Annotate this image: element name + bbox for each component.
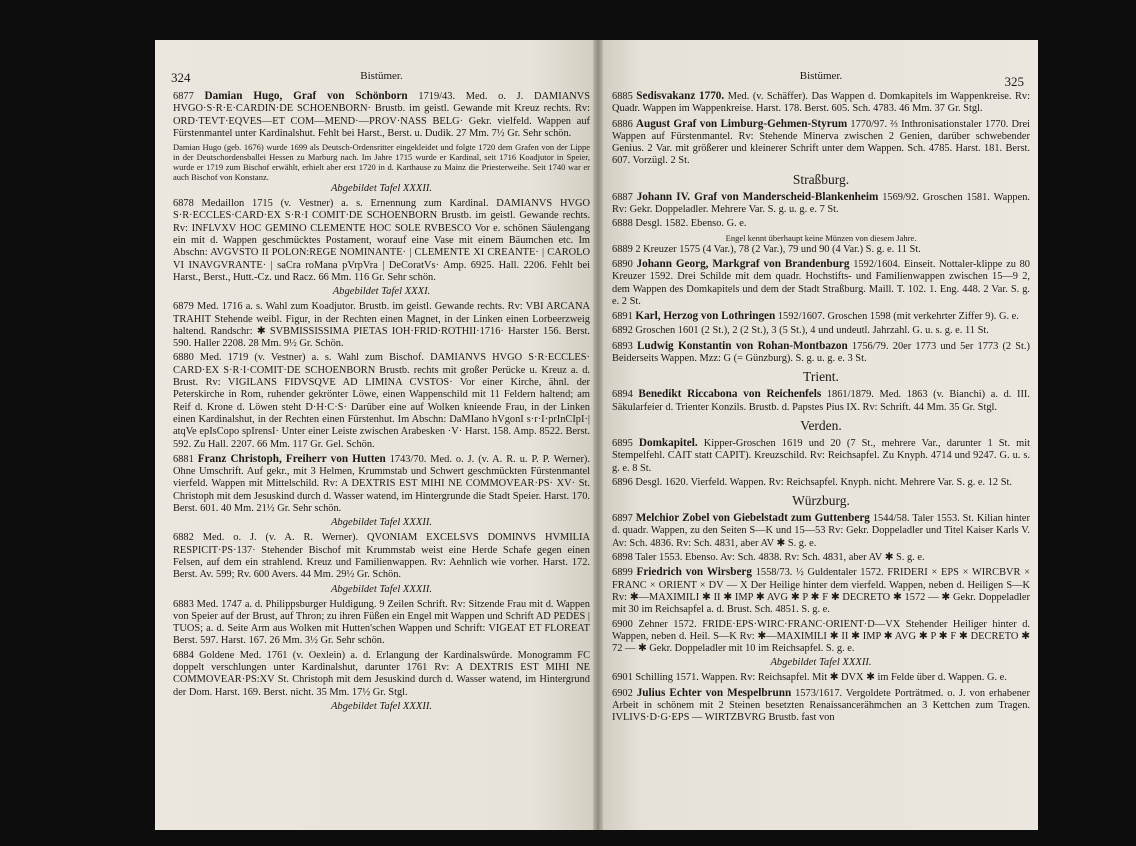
- entry-text: 1770/97. ⅔ Inthronisationstaler 1770. Drei Wappen auf Fürstenmantel. Rv: Stehende Minerva zwischen 2 Genien, darüber schwebender Genius. 2 Var. mit größerer und kleinerer Schrift unter dem Wappen. Sch. 4785. Harst. 181. Berst. 607. Vorzügl. 2 St.: [612, 118, 1030, 167]
- entry-text: 1573/1617. Vergoldete Porträtmed. o. J. von erhabener Arbeit in schönem mit 2 Steinen besetzten Renaissancerähmchen an 3 Kettchen zum Tragen. IVLIVS·D·G·EPS — WIRTZBVRG Brustb. fast von: [612, 687, 1030, 724]
- catalog-entry: [612, 512, 1030, 550]
- entry-text: Med. 1719 (v. Vestner) a. s. Wahl zum Bischof. DAMIANVS HVGO S·R·ECCLES· CARD·EX S·R·I·COMIT·DE SCHOENBORN Brustb. rechts mit großer Perücke u. Kreuz a. d. Brust. Rv: VIGILANS FIDVSQVE AD LIMINA CVSTOS· Vor einer Kirche, ähnl. der Peterskirche in Rom, ruhender gekrönter Löwe, einen Wappenschild mit 11 Feldern haltend; am Reif d. Krone d. Löwen steht D·H·C·S· Darüber eine auf Wolken knieende Frau, in der Linken einen Kardinalshut, in der Rechten einen Fürstenhut. Im Abschn: DaMIano hVgonI s·r·I·prInCIpI·| atqVe epIsCopo spIrensI· Unter einer Leiste zwischen Arabesken ·V· Harst. 158. Amp. 8522. Berst. 592. Zu Hall. 2207. 66 Mm. 117 Gr. Gel. Schön.: [173, 352, 590, 450]
- entry-text: 1756/79. 20er 1773 und 5er 1773 (2 St.) Beiderseits Wappen. Mzz: G (= Günzburg). S. g. u. g. e. 3 St.: [612, 340, 1030, 365]
- plate-reference: Abgebildet Tafel XXXII.: [330, 517, 433, 529]
- entry-number: 6881: [173, 453, 194, 465]
- entry-name: Sedisvakanz 1770.: [636, 90, 725, 102]
- entry-name: Johann IV. Graf von Manderscheid-Blankenheim: [636, 190, 879, 203]
- entry-text: Kipper-Groschen 1619 und 20 (7 St., mehrere Var., darunter 1 St. mit Stempelfehl. CAIT statt CAPIT). Kreuzschild. Rv: Reichsapfel. Zu Knyph. 4714 und 9247. G. u. s. g. e. 8 St.: [612, 437, 1031, 474]
- catalog-entry: [612, 477, 1030, 489]
- entry-number: 6894: [612, 389, 633, 401]
- catalog-entry: [173, 532, 590, 581]
- entry-number: 6882: [173, 532, 194, 544]
- section-heading: Trient.: [803, 369, 839, 385]
- right-page: [598, 40, 1038, 830]
- entry-number: 6901: [612, 672, 633, 684]
- entry-name: Domkapitel.: [638, 436, 698, 449]
- catalog-entry: [173, 90, 590, 140]
- entry-text: Desgl. 1582. Ebenso. G. e.: [635, 218, 747, 230]
- entry-number: 6888: [612, 218, 633, 230]
- entry-text: Med. (v. Schäffer). Das Wappen d. Domkapitels im Wappenkreise. Rv: Quadr. Wappen im Wappenkreise. Harst. 178. Berst. 605. Sch. 4783. 46 Mm. 37 Gr. Stgl.: [612, 91, 1031, 115]
- entry-text: Med. 1716 a. s. Wahl zum Koadjutor. Brustb. im geistl. Gewande rechts. Rv: VBI ARCANA TRAHIT Stehende weibl. Figur, in der Rechten einen Magnet, in der Linken einen Lorbeerzweig haltend. Randschr: ✱ SVBMISSISSIMA PIETAS IOH·FRID·ROTHII·1716· Harster 156. Berst. 590. Haller 2208. 28 Mm. 9½ Gr. Schön.: [173, 301, 591, 350]
- entry-name: Friedrich von Wirsberg: [636, 566, 752, 579]
- catalog-entry: [612, 672, 1030, 684]
- entry-text: 1743/70. Med. o. J. (v. A. R. u. P. P. Werner). Ohne Umschrift. Auf gekr., mit 3 Helmen, Krummstab und Schwert geschmückten Fürstenmantel vierfeld. Wappen mit Mittelschild. Rv: A DEXTRIS EST MIHI NE COMMOVEAR·PS· XV· St. Christoph mit dem Jesuskind durch d. Wasser watend, im Hintergrunde die Stadt Speier. Harst. 170. Berst. 601. 40 Mm. 21½ Gr. Sehr schön.: [173, 453, 590, 515]
- footnote: Damian Hugo (geb. 1676) wurde 1699 als Deutsch-Ordensritter eingekleidet und folgte 1720 dem Grafen von der Lippe in der Deutschordensballei Hessen zu Marburg nach. Im Jahre 1715 wurde er Kardinal, seit 1716 Koadjutor in Speier, wurde er 1719 zum Bischof erwählt, erhielt aber erst 1720 in d. Karthause zu Mainz die Priesterweihe. Seit 1740 war er auch Bischof von Konstanz.: [173, 142, 590, 183]
- entry-text: 1861/1879. Med. 1863 (v. Bianchi) a. d. III. Säkularfeier d. Trienter Konzils. Brustb. d. Papstes Pius IX. Rv: Schrift. 44 Mm. 35 Gr. Stgl.: [612, 389, 1030, 413]
- entry-number: 6892: [612, 325, 633, 337]
- entry-text: 1544/58. Taler 1553. St. Kilian hinter d. quadr. Wappen, zu den Seiten S—K und 15—53 Rv: Gekr. Doppeladler und Titel Kaiser Karls V. Av: Sch. 4836. Rv: Sch. 4831, aber AV ✱ S. g. e.: [612, 513, 1030, 549]
- entry-name: Franz Christoph, Freiherr von Hutten: [197, 452, 386, 465]
- plate-reference: Abgebildet Tafel XXXII.: [330, 700, 433, 712]
- entry-text: Zehner 1572. FRIDE·EPS·WIRC·FRANC·ORIENT·D—VX Stehender Heiliger hinter d. Wappen, neben d. Heil. S—K Rv: ✱—MAXIMILI ✱ II ✱ IMP ✱ AVG ✱ P ✱ F ✱ DECRETO ✱ 72 — ✱ Gekr. Doppeladler mit 10 im Reichsapfel. S. g. e.: [612, 618, 1030, 655]
- left-running-title: Bistümer.: [360, 70, 403, 82]
- catalog-entry: [173, 352, 590, 450]
- entry-number: 6887: [612, 191, 633, 203]
- plate-reference: Abgebildet Tafel XXXI.: [332, 286, 431, 298]
- plate-reference: Abgebildet Tafel XXXII.: [330, 583, 433, 595]
- catalog-entry: [612, 191, 1030, 217]
- catalog-entry: [173, 650, 590, 699]
- section-heading: Würzburg.: [792, 493, 850, 509]
- entry-name: Melchior Zobel von Giebelstadt zum Guttenberg: [635, 512, 870, 525]
- entry-number: 6902: [612, 687, 633, 699]
- left-page-header: [173, 68, 590, 90]
- entry-text: Goldene Med. 1761 (v. Oexlein) a. d. Erlangung der Kardinalswürde. Monogramm FC doppelt verschlungen unter Kardinalshut, darunter 1761 Rv: A DEXTRIS EST MIHI NE COMMOVEAR·PS:XV St. Christoph mit dem Jesuskind durch d. Wasser watend, im Hintergrund der Dom. Harst. 169. Berst. nicht. 35 Mm. 17½ Gr. Stgl.: [173, 649, 590, 698]
- entry-text: 1569/92. Groschen 1581. Wappen. Rv: Gekr. Doppeladler. Mehrere Var. S. g. u. g. e. 7 St.: [612, 191, 1030, 216]
- entry-number: 6885: [612, 91, 633, 102]
- catalog-entry: [612, 325, 1030, 337]
- entry-text: Medaillon 1715 (v. Vestner) a. s. Ernennung zum Kardinal. DAMIANVS HVGO S·R·ECCLES·CARD·EX S·R·I COMIT·DE SCHOENBORN Brustb. im geistl. Gewande rechts. Rv: INFLVXV HOC GEMINO CLEMENTE HOC SOLE RVBESCO Vor e. schönen Säulengang ein mit d. Wappen geschmücktes Postament, worauf eine Vase mit einem Bäumchen etc. Im Abschn: AVGVSTO II POLON:REGE NOMINANTE· | CLEMENTE XI CREANTE· | CAROLO VI INAVGVRANTE· | saCra roMana pVrpVra | DeCoratVs· Amp. 6925. Hall. 2206. Fehlt bei Harst., Berst., Hutt.-Cz. und Racz. 66 Mm. 116 Gr. Sehr schön.: [173, 198, 590, 283]
- entry-number: 6898: [612, 552, 633, 564]
- plate-reference: Abgebildet Tafel XXXII.: [770, 657, 872, 669]
- entry-name: Damian Hugo, Graf von Schönborn: [204, 90, 408, 102]
- catalog-entry: [173, 453, 590, 515]
- catalog-entry: [612, 388, 1030, 414]
- right-running-title: Bistümer.: [799, 70, 843, 82]
- catalog-entry: [612, 218, 1030, 230]
- entry-number: 6891: [612, 311, 633, 323]
- entry-number: 6878: [173, 198, 194, 210]
- entry-text: 2 Kreuzer 1575 (4 Var.), 78 (2 Var.), 79 und 90 (4 Var.) S. g. e. 11 St.: [635, 243, 921, 255]
- right-page-body: [612, 90, 1030, 725]
- section-heading: Straßburg.: [792, 171, 850, 187]
- entry-number: 6890: [612, 258, 633, 270]
- catalog-entry: [612, 552, 1030, 564]
- catalog-entry: [612, 619, 1030, 656]
- plate-reference: Abgebildet Tafel XXXII.: [330, 183, 433, 195]
- entry-text: Desgl. 1620. Vierfeld. Wappen. Rv: Reichsapfel. Knyph. nicht. Mehrere Var. S. g. e. 12 St.: [635, 476, 1012, 488]
- entry-name: August Graf von Limburg-Gehmen-Styrum: [635, 117, 848, 130]
- right-page-number: 325: [1004, 74, 1024, 89]
- entry-text: Schilling 1571. Wappen. Rv: Reichsapfel. Mit ✱ DVX ✱ im Felde über d. Wappen. G. e.: [635, 672, 1007, 684]
- entry-number: 6880: [173, 352, 194, 364]
- entry-text: 1558/73. ½ Guldentaler 1572. FRIDERI × EPS × WIRCBVR × FRANC × ORIENT × DV — X Der Heilige hinter dem vierfeld. Wappen, neben d. Heiligen S—K Rv: ✱—MAXIMILI ✱ II ✱ IMP ✱ AVG ✱ P ✱ F ✱ DECRETO ✱ 1572 — ✱ Gekr. Doppeladler mit 30 im Reichsapfel a. d. Brust. Sch. 4851. S. g. e.: [612, 567, 1030, 616]
- entry-number: 6886: [612, 118, 633, 130]
- left-page: [155, 40, 598, 830]
- entry-number: 6895: [612, 437, 633, 449]
- book-gutter: [593, 40, 603, 830]
- catalog-entry: [173, 599, 590, 648]
- entry-number: 6884: [173, 649, 194, 661]
- entry-number: 6883: [173, 598, 194, 610]
- section-heading: Verden.: [800, 417, 842, 433]
- catalog-entry: [612, 566, 1030, 616]
- entry-name: Ludwig Konstantin von Rohan-Montbazon: [636, 339, 848, 352]
- catalog-entry: [612, 687, 1030, 725]
- entry-text: Groschen 1601 (2 St.), 2 (2 St.), 3 (5 St.), 4 und undeutl. Jahrzahl. G. u. s. g. e. 11 St.: [635, 325, 989, 337]
- entry-text: Taler 1553. Ebenso. Av: Sch. 4838. Rv: Sch. 4831, aber AV ✱ S. g. e.: [635, 552, 925, 564]
- catalog-entry: [612, 90, 1030, 116]
- entry-number: 6896: [612, 476, 633, 488]
- catalog-entry: [173, 301, 590, 350]
- catalog-entry: [612, 340, 1030, 366]
- entry-text: Med. o. J. (v. A. R. Werner). QVONIAM EXCELSVS DOMINVS HVMILIA RESPICIT·PS·137· Stehender Bischof mit Krummstab weist eine Herde Schafe gegen einen Felsen, auf dem ein strahlend. Kreuz und Familienwappen. Rv: Aehnlich wie vorher. Harst. 172. Berst. Av. 599; Rv. 600 Avers. 44 Mm. 29½ Gr. Schön.: [173, 532, 590, 581]
- entry-text: Med. 1747 a. d. Philippsburger Huldigung. 9 Zeilen Schrift. Rv: Sitzende Frau mit d. Wappen von Speier auf der Brust, auf Thron; zu ihren Füßen ein Engel mit Wappen und Schrift AD PEDES | TUOS; a. d. Seite Arm aus Wolken mit Hutten'schen Wappen und Schrift: VIGEAT ET FLOREAT Berst. 597. Harst. 167. 26 Mm. 3½ Gr. Sehr schön.: [173, 598, 590, 647]
- entry-name: Benedikt Riccabona von Reichenfels: [638, 388, 822, 401]
- entry-number: 6879: [173, 301, 194, 313]
- catalog-entry: [612, 437, 1030, 475]
- left-page-number: 324: [171, 70, 191, 85]
- entry-number: 6889: [612, 243, 633, 255]
- entry-name: Karl, Herzog von Lothringen: [635, 310, 776, 323]
- entry-name: Johann Georg, Markgraf von Brandenburg: [636, 257, 850, 270]
- left-page-body: [173, 90, 590, 712]
- entry-number: 6899: [612, 567, 633, 579]
- entry-name: Julius Echter von Mespelbrunn: [636, 686, 792, 699]
- catalog-entry: [612, 244, 1030, 256]
- catalog-entry: [612, 310, 1030, 323]
- catalog-entry: [612, 258, 1030, 308]
- entry-number: 6893: [612, 340, 633, 352]
- entry-text: 1592/1604. Einseit. Nottaler-klippe zu 80 Kreuzer 1592. Drei Schilde mit dem quadr. Hochstifts- und Familienwappen zwischen 15—9 2, dem Wappen des Domkapitels und dem der Stadt Straßburg. Maill. T. 102. 1. Eng. 448. 2 Var. S. g. e. 2 St.: [612, 258, 1030, 307]
- right-page-header: [612, 68, 1030, 90]
- entry-number: 6877: [173, 91, 194, 102]
- catalog-entry: [612, 118, 1030, 168]
- footnote: Engel kennt überhaupt keine Münzen von diesem Jahre.: [725, 232, 917, 243]
- entry-number: 6897: [612, 513, 633, 525]
- entry-number: 6900: [612, 618, 633, 630]
- entry-text: 1592/1607. Groschen 1598 (mit verkehrter Ziffer 9). G. e.: [777, 311, 1019, 323]
- catalog-entry: [173, 198, 590, 284]
- entry-text: 1719/43. Med. o. J. DAMIANVS HVGO·S·R·E·CARDIN·DE SCHOENBORN· Brustb. im geistl. Gewande mit Kreuz rechts. Rv: ORD·TEVT·EQVES—ET COM—MEND·—PROV·NASS BELG· Gekr. vielfeld. Wappen auf Fürstenmantel unter Kardinalshut. Fehlt bei Harst., Berst. u. Dudik. 27 Mm. 7½ Gr. Sehr schön.: [173, 91, 591, 139]
